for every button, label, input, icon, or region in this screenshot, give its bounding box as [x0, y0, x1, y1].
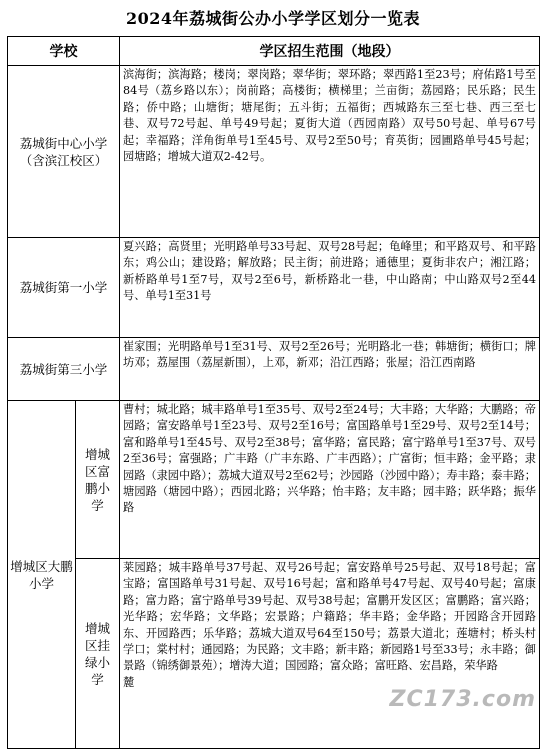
table-row — [8, 66, 540, 238]
school-name: 增城区大鹏小学 — [8, 401, 76, 749]
district-range: 夏兴路；高贤里；光明路单号33号起、双号28号起；龟峰里；和平路双号、和平路东；鸡公山；建设路；解放路；民主街；前进路；通德里；夏街非农户；湘江路；新桥路单号1至7号，双号2至6号，新桥路北一巷，中山路南；中山路双号2至44号、单号1至31号 — [120, 238, 540, 338]
district-range: 曹村；城北路；城丰路单号1至35号、双号2至24号；大丰路；大华路；大鹏路；帝园路；富安路单号1至23号、双号2至16号；富国路单号1至29号、双号2至14号；富和路单号1至45号、双号2至38号；富华路；富民路；富宁路单号1至37号、双号2至36号；富强路；广丰路（广丰东路、广丰西路）；广富街；恒丰路；金平路；隶园路（隶园中路）；荔城大道双号2至62号；沙园路（沙园中路）；寿丰路；泰丰路；塘园路（塘园中路）；西园北路；兴华路；怡丰路；友丰路；园丰路；跃华路；振华路 — [120, 401, 540, 559]
table-header-row — [8, 37, 540, 66]
district-range-extra: 麓 — [123, 675, 135, 689]
school-name: 荔城街第三小学 — [8, 338, 120, 401]
table-row — [8, 238, 540, 338]
header-school: 学校 — [8, 37, 120, 66]
school-district-table — [7, 36, 540, 749]
page-title: 2024年荔城街公办小学学区划分一览表 — [125, 9, 421, 28]
district-range — [120, 559, 540, 749]
table-row — [8, 338, 540, 401]
school-name: 荔城街中心小学（含滨江校区） — [8, 66, 120, 238]
table-row — [8, 559, 540, 749]
school-name: 荔城街第一小学 — [8, 238, 120, 338]
campus-name: 增城区挂绿小学 — [76, 559, 120, 749]
campus-name: 增城区富鹏小学 — [76, 401, 120, 559]
header-range: 学区招生范围（地段） — [120, 37, 540, 66]
table-row — [8, 401, 540, 559]
district-range: 崔家围；光明路单号1至31号、双号2至26号；光明路北一巷；韩塘街；横街口；牌坊邓；荔屋围（荔屋新围），上邓，新邓；沿江西路；张屋；沿江西南路 — [120, 338, 540, 401]
site-watermark: ZC173.com — [389, 687, 536, 712]
district-range: 滨海街；滨海路；楼岗；翠岗路；翠华街；翠环路；翠西路1至23号；府佑路1号至84号（荔乡路以东）；岗前路；高楼街；横梯里；兰亩街；荔园路；民乐路；民生路；侨中路；山塘街；塘尾街；五斗街；五福街；西城路东三至七巷、西三至七巷、双号72号起、单号49号起；夏街大道（西园南路）双号50号起、单号67号起；幸福路；洋角街单号1至45号、双号2至50号；育英街；园圃路单号45号起；园塘路；增城大道双2-42号。 — [120, 66, 540, 238]
district-range-text: 莱园路；城丰路单号37号起、双号26号起；富安路单号25号起、双号18号起；富宝路；富国路单号31号起、双号16号起；富和路单号47号起、双号40号起；富康路；富力路；富宁路单号39号起、双号38号起；富鹏开发区区；富鹏路；富兴路；光华路；宏华路；文华路；宏景路；户籍路；华丰路；金华路；开园路含开园路东、开园路西；乐华路；荔城大道双号64至150号；荔景大道北；莲塘村；桥头村学口；棠村村；通园路；为民路；文丰路；新丰路；新园路1号至33号；永丰路；御景路（锦绣御景苑）；增涛大道；国园路；富众路；富旺路、宏昌路，荣华路 — [123, 561, 536, 673]
